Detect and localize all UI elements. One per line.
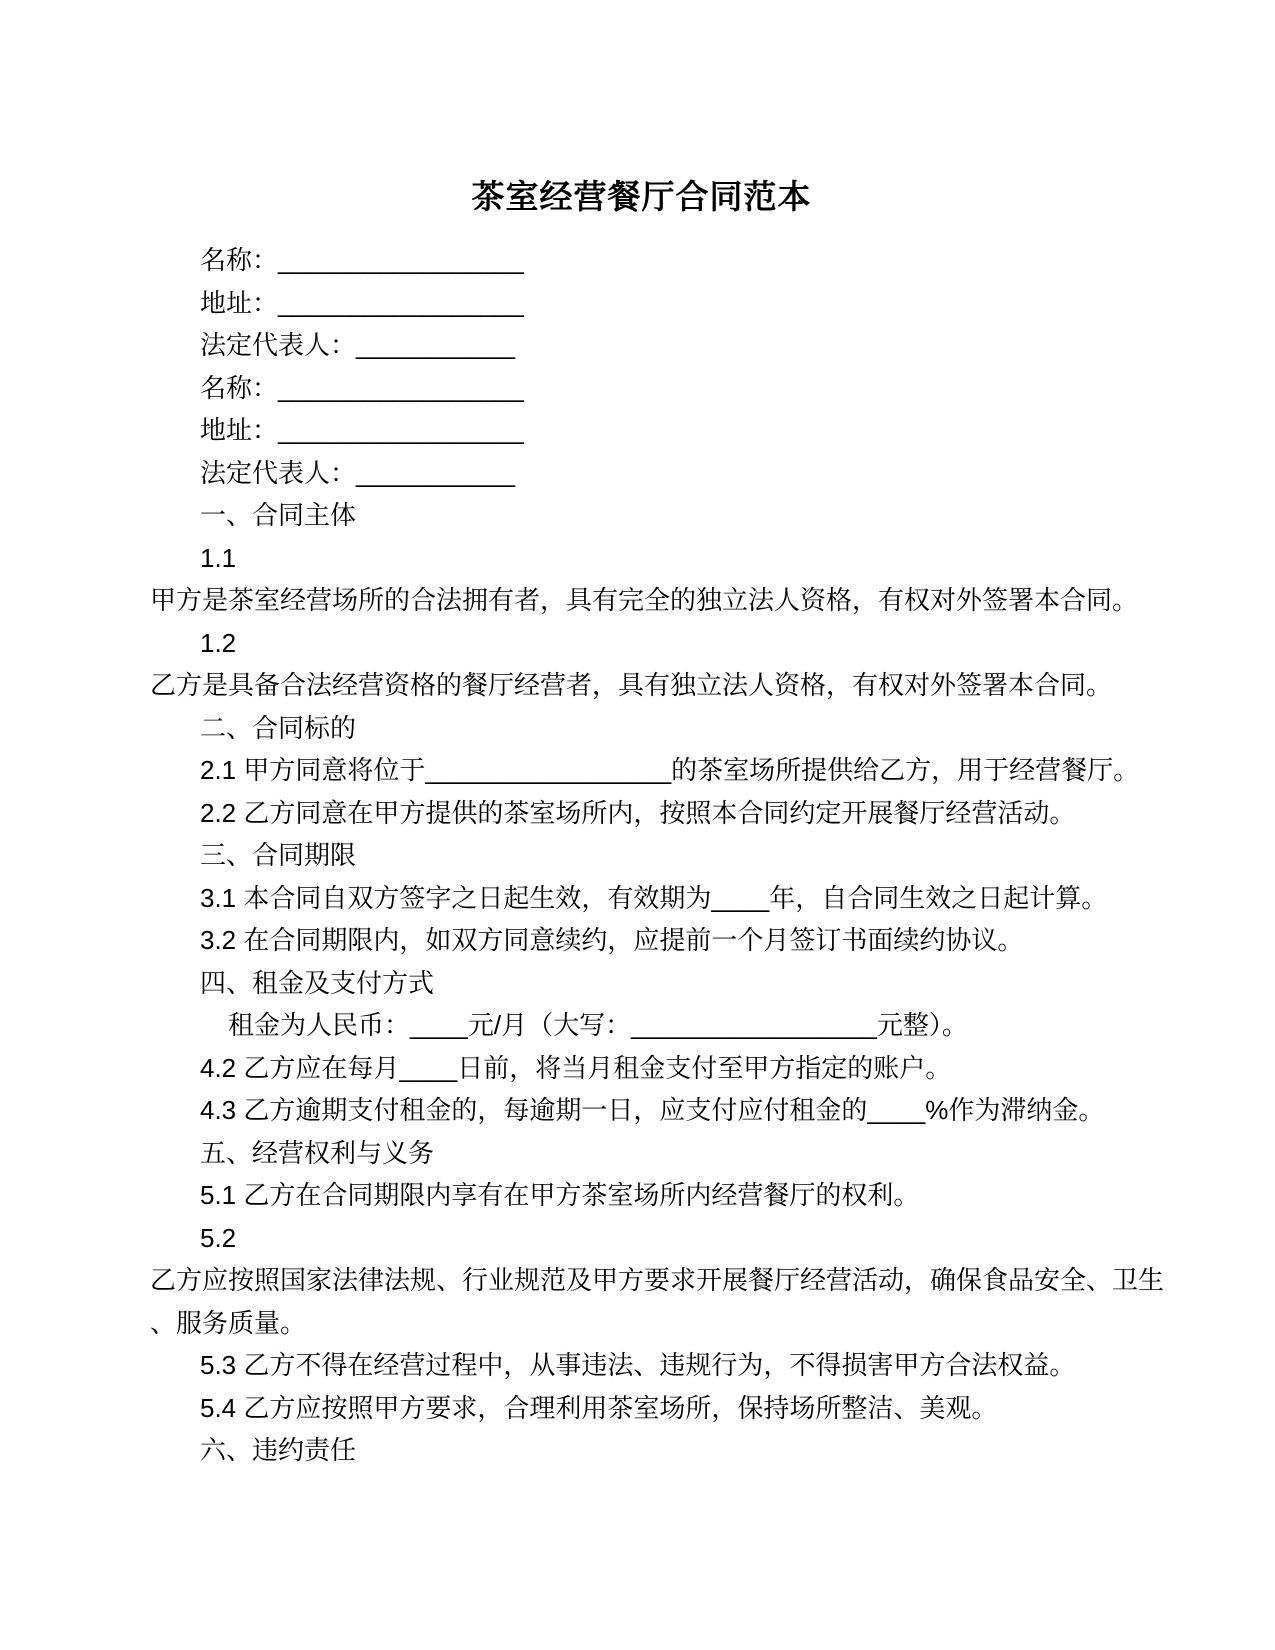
document-body [150, 239, 1165, 1472]
document-line: 1.1 [200, 542, 237, 573]
document-line: 5.4 乙方应按照甲方要求，合理利用茶室场所，保持场所整洁、美观。 [200, 1392, 998, 1423]
document-line: 四、租金及支付方式 [200, 967, 435, 998]
document-line: 乙方应按照国家法律法规、行业规范及甲方要求开展餐厅经营活动，确保食品安全、卫生 [150, 1265, 1165, 1295]
document-line: 三、合同期限 [200, 840, 357, 870]
document-line: 一、合同主体 [200, 500, 357, 530]
document-line: 5.2 [200, 1222, 237, 1253]
document-line: 六、违约责任 [200, 1435, 357, 1465]
document-line: 二、合同标的 [200, 712, 357, 743]
document-line: 2.2 乙方同意在甲方提供的茶室场所内，按照本合同约定开展餐厅经营活动。 [200, 797, 1076, 828]
document-line: 4.3 乙方逾期支付租金的，每逾期一日，应支付应付租金的____%作为滞纳金。 [200, 1095, 1105, 1125]
document-line: 法定代表人：___________ [200, 330, 516, 360]
document-line: 法定代表人：___________ [200, 457, 516, 488]
document-line: 1.2 [200, 627, 237, 658]
document-page [150, 0, 1165, 1650]
document-line: 甲方是茶室经营场所的合法拥有者，具有完全的独立法人资格，有权对外签署本合同。 [150, 585, 1139, 615]
document-line: 5.1 乙方在合同期限内享有在甲方茶室场所内经营餐厅的权利。 [200, 1180, 920, 1210]
document-line: 地址：_________________ [200, 287, 524, 318]
document-line: 3.2 在合同期限内，如双方同意续约，应提前一个月签订书面续约协议。 [200, 925, 1024, 955]
document-line: 3.1 本合同自双方签字之日起生效，有效期为____年，自合同生效之日起计算。 [200, 882, 1108, 913]
document-line: 地址：_________________ [200, 415, 524, 445]
document-line: 4.2 乙方应在每月____日前，将当月租金支付至甲方指定的账户。 [200, 1052, 952, 1083]
document-line: 名称：_________________ [200, 245, 524, 275]
document-line: 2.1 甲方同意将位于_________________的茶室场所提供给乙方，用于经营餐厅。 [200, 755, 1140, 785]
document-line: 、服务质量。 [150, 1307, 307, 1338]
document-line: 乙方是具备合法经营资格的餐厅经营者，具有独立法人资格，有权对外签署本合同。 [150, 670, 1113, 700]
document-line: 五、经营权利与义务 [200, 1137, 435, 1168]
document-title: 茶室经营餐厅合同范本 [471, 178, 812, 215]
document-line: 5.3 乙方不得在经营过程中，从事违法、违规行为，不得损害甲方合法权益。 [200, 1350, 1076, 1380]
document-line: 租金为人民币：____元/月（大写：_________________元整）。 [228, 1010, 968, 1040]
document-line: 名称：_________________ [200, 372, 524, 403]
